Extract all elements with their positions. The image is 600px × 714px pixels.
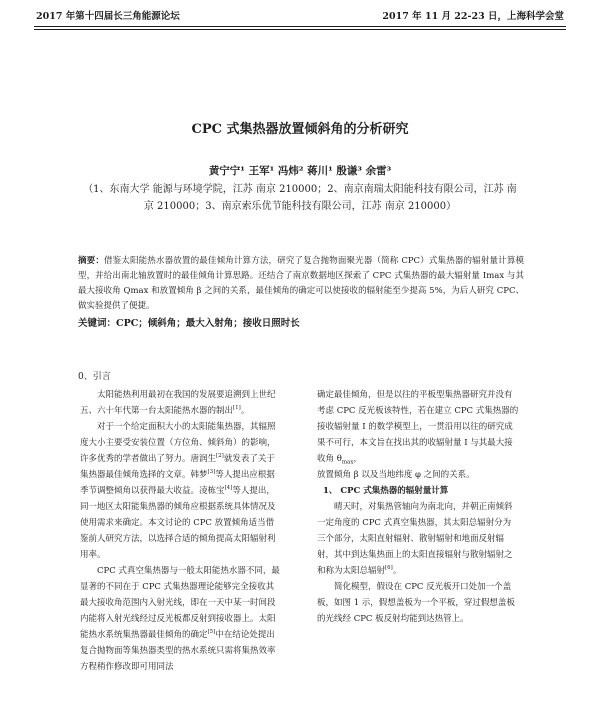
citation-ref: [3] — [207, 469, 216, 476]
keywords-text: CPC；倾斜角；最大入射角；接收日照时长 — [116, 318, 300, 329]
paragraph: 太阳能热利用最初在我国的发展要追溯到上世纪五、六十年代第一台太阳能热水器的制出[1]。 — [80, 390, 276, 416]
citation-ref: [2] — [216, 453, 224, 460]
header-rule — [34, 26, 566, 27]
citation-ref: [6] — [385, 565, 393, 572]
body-column-right — [317, 387, 519, 627]
keywords-label: 关键词： — [78, 318, 117, 329]
affiliations: （1、东南大学 能源与环境学院，江苏 南京 210000；2、南京南瑞太阳能科技有限公司，江苏 南京 210000；3、南京索乐优节能科技有限公司，江苏 南京 210000） — [83, 184, 517, 212]
citation-ref: [1] — [233, 405, 241, 412]
paragraph: 简化模型，假设在 CPC 反光板开口处加一个盖板，如图 1 示，假想盖板为一个平板，穿过假想盖板的光线经 CPC 板反射均能到达热管上。 — [317, 582, 515, 624]
keywords — [78, 315, 524, 329]
author-list: 黄宁宁¹ 王军¹ 冯炜² 蒋川¹ 殷谦³ 余雷³ — [208, 165, 392, 177]
running-header-right: 2017 年 11 月 22-23 日，上海科学会堂 — [382, 11, 564, 22]
abstract-text: 借鉴太阳能热水器放置的最佳倾角计算方法，研究了复合抛物面聚光器（简称 CPC）式集热器的辐射量计算模型，并给出南北轴放置时的最佳倾角计算思路。还结合了南京数据地区探索了 CPC 式集热器的最大辐射量 Imax 与其最大接收角 Qmax 和放置倾角 β 之间的关系，最佳倾角的确定可以使接收的辐射能至少提高 5%，为后人研究 CPC、做实验提供了便捷。 — [78, 256, 524, 311]
paragraph: 对于一个给定面积大小的太阳能集热器，其辐照度大小主要受安装位置（方位角、倾斜角）的影响，许多优秀的学者做出了努力。唐润生[2]就发表了关于集热器最佳倾角选择的文章。韩梦[3]等人提出应根据季节调整倾角以获得最大收益。凌栋宝[4]等人提出，同一地区太阳能集热器的倾角应根据系统具体情况及使用需求来确定。本文讨论的 CPC 放置倾角适当借鉴前人研究方法，以选择合适的倾角提高太阳辐射利用率。 — [80, 422, 276, 560]
citation-ref: [4] — [224, 485, 233, 492]
paper-title: CPC 式集热器放置倾斜角的分析研究 — [191, 122, 409, 137]
section-heading-1: 1、 CPC 式集热器的辐射量计算 — [323, 486, 449, 496]
header-rule-thin — [34, 29, 566, 30]
abstract — [78, 254, 524, 314]
section-heading-intro: 0、引言 — [78, 372, 111, 382]
running-header-left: 2017 年第十四届长三角能源论坛 — [36, 11, 180, 22]
paragraph: 放置倾角 β 以及当地纬度 φ 之间的关系。 — [317, 470, 475, 480]
abstract-label: 摘要： — [78, 256, 104, 266]
body-column-left — [80, 387, 282, 675]
paragraph: CPC 式真空集热器与一般太阳能热水器不同，最显著的不同在于 CPC 式集热器理论能够完全接收其最大接收角范围内入射光线，即在一天中某一时间段内能将入射光线经过反光板都反射到接收器上。太阳能热水系统集热器最佳倾角的确定[5]中在结论处提出复合抛物面等集热器类型的热水系统只需将集热效率方程稍作修改即可用同法 — [80, 566, 280, 672]
paragraph: 确定最佳倾角，但是以往的平板型集热器研究并没有考虑 CPC 反光板该特性，若在建立 CPC 式集热器的接收辐射量 I 的数学模型上，一贯沿用以往的研究成果不可行，本文旨在找出其的收辐射量 I 与其最大接收角 $\theta_{max}$， — [317, 390, 519, 466]
subscript: max — [341, 459, 354, 466]
paragraph: 晴天时，对集热管轴向为南北向，并朝正南倾斜一定角度的 CPC 式真空集热器，其太阳总辐射分为三个部分，太阳直射辐射、散射辐射和地面反射辐射，其中到达集热面上的太阳直接辐射与散射辐射之和称为太阳总辐射[6]。 — [317, 502, 513, 576]
citation-ref: [5] — [207, 629, 216, 636]
